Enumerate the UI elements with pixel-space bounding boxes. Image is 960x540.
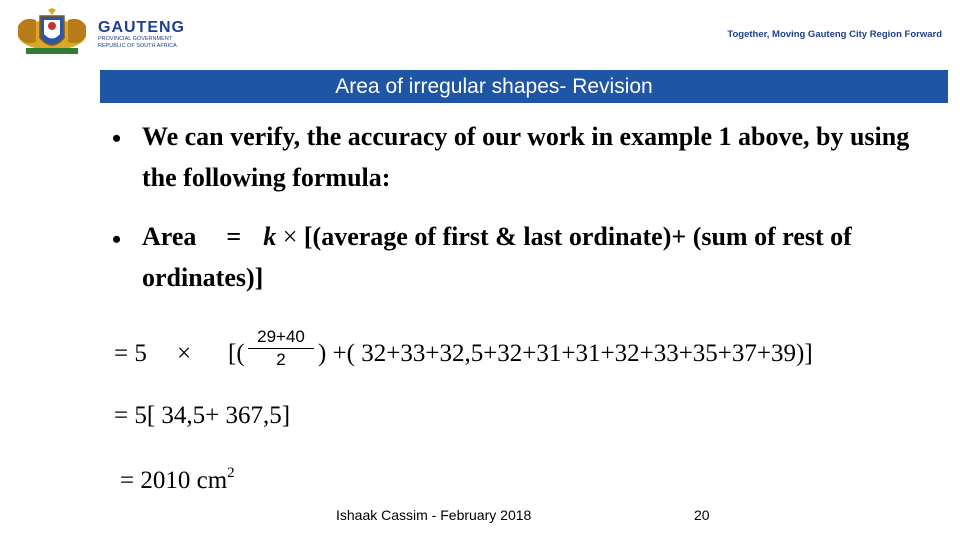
fraction-numerator: 29+40 xyxy=(257,327,305,346)
brand-name: GAUTENG xyxy=(98,19,185,36)
result-text: = 2010 cm xyxy=(120,467,228,494)
working-line-1-rest: ) +( 32+33+32,5+32+31+31+32+33+35+37+39)] xyxy=(318,340,813,367)
working-line-2: = 5[ 34,5+ 367,5] xyxy=(114,402,291,429)
working-line-1-start: = 5 xyxy=(114,340,147,367)
coat-of-arms-icon xyxy=(10,8,94,58)
times-sign: × xyxy=(177,340,192,367)
gauteng-logo xyxy=(10,8,190,58)
tagline: Together, Moving Gauteng City Region Forward xyxy=(727,29,942,40)
brand-subtitle-1: PROVINCIAL GOVERNMENT xyxy=(98,36,173,42)
title-bar xyxy=(100,70,948,103)
open-bracket: [( xyxy=(228,340,245,367)
bullet-marker: • xyxy=(112,225,122,254)
slide-title: Area of irregular shapes- Revision xyxy=(335,75,653,98)
fraction-denominator: 2 xyxy=(276,350,286,369)
footer-author: Ishaak Cassim - February 2018 xyxy=(336,507,532,523)
brand-block xyxy=(98,20,185,50)
fraction-bar xyxy=(248,348,314,349)
k-variable: k xyxy=(263,222,277,251)
page-number: 20 xyxy=(694,507,710,523)
area-label: Area xyxy=(142,222,197,251)
formula-text: [(average of first & last ordinate)+ (sum of rest of ordinates)] xyxy=(142,222,852,292)
equals-sign: = xyxy=(226,222,242,251)
brand-subtitle-2: REPUBLIC OF SOUTH AFRICA xyxy=(98,43,177,49)
bullet-marker: • xyxy=(112,124,122,153)
fraction xyxy=(248,327,314,369)
bullet-text-1: We can verify, the accuracy of our work in example 1 above, by using the following formula: xyxy=(142,122,910,192)
bullet-text-2: Area = k × [(average of first & last ordinate)+ (sum of rest of ordinates)] xyxy=(142,222,852,292)
working-line-3 xyxy=(120,459,235,495)
result-superscript: 2 xyxy=(227,465,235,481)
